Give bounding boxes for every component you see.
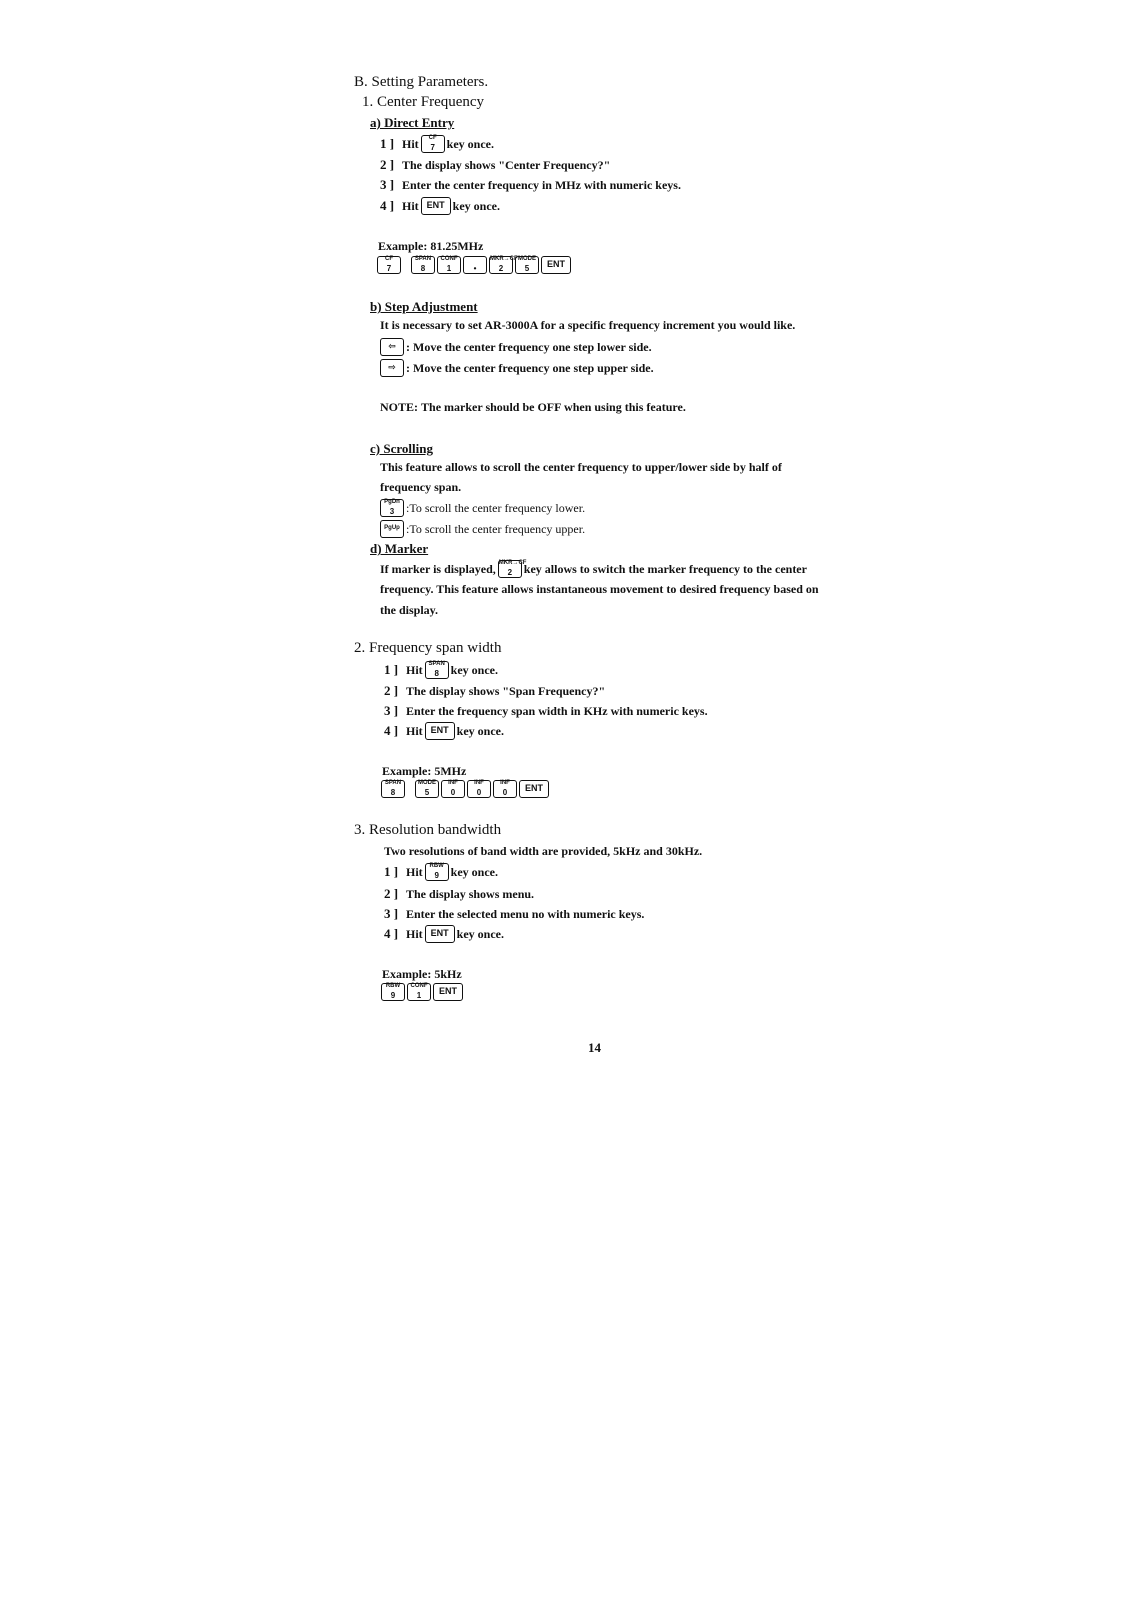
direct-entry-step-1: 1 ] Hit CF 7 key once. xyxy=(380,135,494,152)
dot-key: • xyxy=(463,256,487,274)
cf-7-key: CF 7 xyxy=(421,135,445,153)
conf-1-key: CONF 1 xyxy=(407,983,431,1001)
marker-text-1: If marker is displayed, MKR→CF 2 key allows to switch the marker frequency to the center xyxy=(380,560,807,577)
direct-entry-step-3: 3 ] Enter the center frequency in MHz with numeric keys. xyxy=(380,177,681,192)
example-key-sequence-2 xyxy=(380,780,550,798)
scrolling-text-2: frequency span. xyxy=(380,480,462,494)
example-key-sequence-3 xyxy=(380,983,464,1001)
rbw-9-key: RBW 9 xyxy=(381,983,405,1001)
ent-key: ENT xyxy=(433,983,463,1001)
conf-1-key: CONF 1 xyxy=(437,256,461,274)
example-span: Example: 5MHz xyxy=(382,764,467,778)
scroll-up-line: PgUp :To scroll the center frequency upper. xyxy=(380,520,585,538)
inf-0-key: INF 0 xyxy=(441,780,465,798)
step-left-line: ⇦ : Move the center frequency one step lower side. xyxy=(380,338,652,356)
inf-0-key: INF 0 xyxy=(493,780,517,798)
span-step-1: 1 ] Hit SPAN 8 key once. xyxy=(384,661,498,678)
span-8-key: SPAN 8 xyxy=(381,780,405,798)
note-label: NOTE: xyxy=(380,400,419,414)
mkrcf-2-key: MKR→CF 2 xyxy=(498,560,527,577)
step-adjustment-text: It is necessary to set AR-3000A for a specific frequency increment you would like. xyxy=(380,318,796,332)
resolution-step-2: 2 ] The display shows menu. xyxy=(384,886,535,901)
pgdn-3-key: PgDn 3 xyxy=(380,499,404,517)
example-key-sequence-1 xyxy=(376,256,572,274)
center-frequency-heading: 1. Center Frequency xyxy=(362,94,485,110)
step-right-line: ⇨ : Move the center frequency one step upper side. xyxy=(380,359,654,377)
marker-heading: d) Marker xyxy=(370,541,429,556)
ent-key: ENT xyxy=(425,722,455,740)
resolution-bandwidth-heading: 3. Resolution bandwidth xyxy=(354,822,502,838)
span-8-key: SPAN 8 xyxy=(425,661,449,679)
example-center-frequency: Example: 81.25MHz xyxy=(378,239,484,253)
note-line: NOTE: The marker should be OFF when using this feature. xyxy=(380,400,686,414)
mkrcf-2-key: MKR→CF 2 xyxy=(490,256,518,273)
direct-entry-step-4: 4 ] Hit ENT key once. xyxy=(380,198,500,213)
ent-key: ENT xyxy=(425,925,455,943)
resolution-step-1: 1 ] Hit RBW 9 key once. xyxy=(384,863,498,880)
direct-entry-step-2: 2 ] The display shows "Center Frequency?" xyxy=(380,157,611,172)
span-step-4: 4 ] Hit ENT key once. xyxy=(384,723,504,738)
pgup-key: PgUp xyxy=(380,520,404,538)
section-title: B. Setting Parameters. xyxy=(354,74,489,90)
scroll-down-line: PgDn 3 :To scroll the center frequency lower. xyxy=(380,499,585,517)
span-step-2: 2 ] The display shows "Span Frequency?" xyxy=(384,683,606,698)
span-width-heading: 2. Frequency span width xyxy=(354,640,502,656)
example-resolution: Example: 5kHz xyxy=(382,967,462,981)
scrolling-text-1: This feature allows to scroll the center frequency to upper/lower side by half of xyxy=(380,460,782,474)
mode-5-key: MODE 5 xyxy=(515,256,539,274)
marker-text-3: the display. xyxy=(380,603,439,617)
left-arrow-icon: ⇦ xyxy=(380,338,404,356)
ent-key: ENT xyxy=(421,197,451,215)
right-arrow-icon: ⇨ xyxy=(380,359,404,377)
rbw-9-key: RBW 9 xyxy=(425,863,449,881)
ent-key: ENT xyxy=(519,780,549,798)
scrolling-heading: c) Scrolling xyxy=(370,441,433,456)
resolution-step-4: 4 ] Hit ENT key once. xyxy=(384,926,504,941)
ent-key: ENT xyxy=(541,256,571,274)
resolution-step-3: 3 ] Enter the selected menu no with numeric keys. xyxy=(384,906,645,921)
mode-5-key: MODE 5 xyxy=(415,780,439,798)
cf-7-key: CF 7 xyxy=(377,256,401,274)
page-number: 14 xyxy=(588,1040,601,1055)
inf-0-key: INF 0 xyxy=(467,780,491,798)
marker-text-2: frequency. This feature allows instantaneous movement to desired frequency based on xyxy=(380,582,819,596)
span-step-3: 3 ] Enter the frequency span width in KHz with numeric keys. xyxy=(384,703,708,718)
direct-entry-heading: a) Direct Entry xyxy=(370,115,455,130)
span-8-key: SPAN 8 xyxy=(411,256,435,274)
resolution-intro: Two resolutions of band width are provided, 5kHz and 30kHz. xyxy=(384,844,703,858)
step-adjustment-heading: b) Step Adjustment xyxy=(370,299,478,314)
